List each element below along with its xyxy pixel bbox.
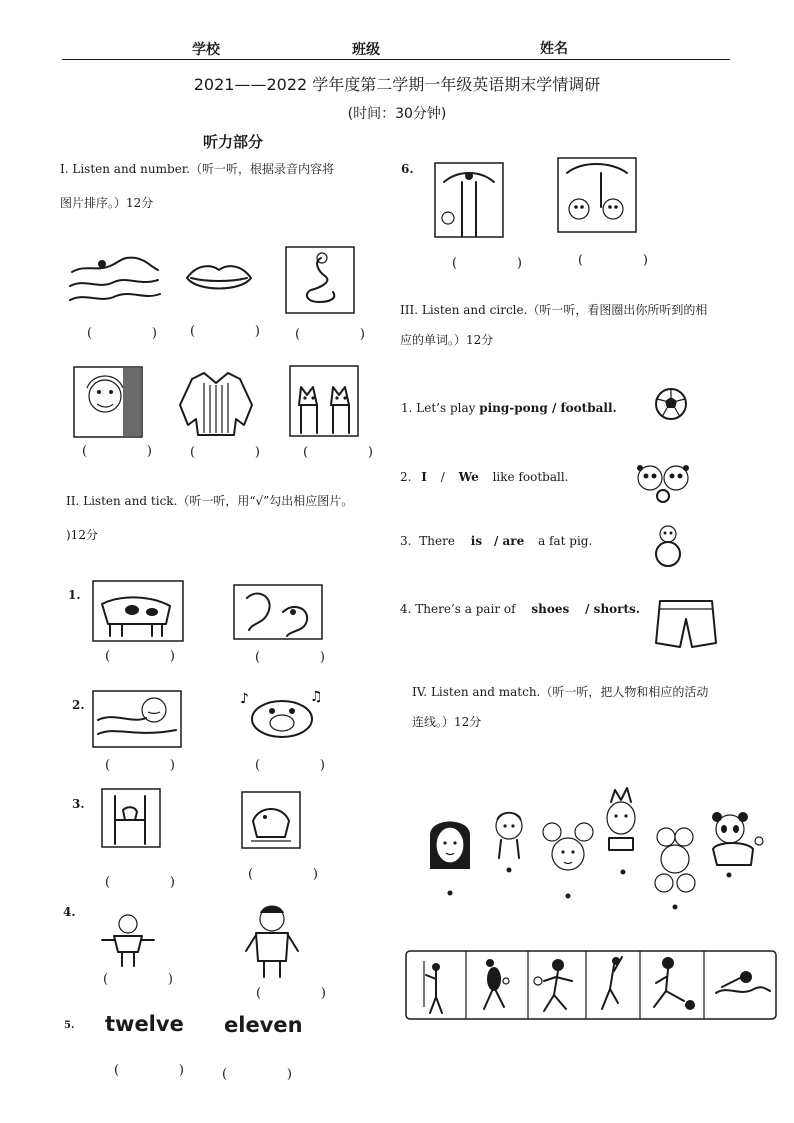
- shirt-picture: [176, 369, 256, 437]
- circle-question-4: 4. There’s a pair of shoes / shorts.: [400, 602, 640, 616]
- question-number: 2.: [72, 698, 85, 712]
- word-eleven: eleven: [224, 1013, 303, 1037]
- exam-title: 2021——2022 学年度第二学期一年级英语期末学情调研: [193, 75, 601, 94]
- question-number: 4.: [63, 905, 76, 919]
- curly-girl-character[interactable]: [538, 818, 598, 900]
- exam-time: (时间：30分钟): [347, 106, 447, 122]
- answer-paren[interactable]: ( ): [87, 326, 157, 341]
- word-twelve: twelve: [105, 1012, 184, 1036]
- answer-paren[interactable]: ( ): [255, 650, 325, 665]
- option-shorts[interactable]: / shorts.: [585, 602, 640, 616]
- option-i[interactable]: I: [421, 470, 427, 484]
- answer-paren[interactable]: ( ): [255, 758, 325, 773]
- cows-picture: [92, 580, 184, 642]
- part2-instruction: II. Listen and tick.（听一听，用“√”勾出相应图片。 )12分: [66, 494, 354, 542]
- boy-character[interactable]: [487, 808, 531, 874]
- poodle-character[interactable]: [652, 825, 698, 911]
- part3-instruction: III. Listen and circle.（听一听，看图圈出你所听到的相 应的单词。）12分: [400, 303, 708, 347]
- fat-pig-picture: [652, 524, 684, 570]
- circle-question-3: 3. There is / are a fat pig.: [400, 534, 593, 548]
- girl-character[interactable]: [422, 815, 478, 897]
- spiky-boy-character[interactable]: [601, 788, 641, 878]
- activity-strip: [404, 947, 778, 1023]
- running-activity-icon[interactable]: [484, 959, 509, 1009]
- dog-on-chair-picture: [101, 788, 161, 848]
- swimming-activity-icon[interactable]: [716, 971, 770, 993]
- question-number: 1.: [68, 588, 81, 602]
- answer-paren[interactable]: ( ): [295, 327, 365, 342]
- monkey-in-tree-picture: [434, 162, 504, 238]
- option-we[interactable]: We: [458, 470, 479, 484]
- dancing-animals-picture: [233, 584, 323, 640]
- mouth-picture: [183, 258, 255, 296]
- shorts-picture: [652, 597, 720, 653]
- pandas-football-picture: [630, 460, 696, 504]
- answer-paren[interactable]: ( ): [105, 649, 175, 664]
- monkeys-under-tree-picture: [557, 157, 637, 233]
- cats-picture: [289, 365, 359, 437]
- answer-paren[interactable]: ( ): [190, 324, 260, 339]
- option-is[interactable]: is: [470, 534, 483, 548]
- swim-picture: [66, 250, 162, 310]
- football-activity-icon[interactable]: [654, 957, 695, 1010]
- answer-paren[interactable]: ( ): [452, 256, 522, 271]
- answer-paren[interactable]: ( ): [256, 986, 326, 1001]
- name-label: 姓名: [540, 41, 568, 57]
- answer-paren[interactable]: ( ): [103, 972, 173, 987]
- option-shoes[interactable]: shoes: [531, 602, 570, 616]
- short-boy-picture: [98, 912, 158, 968]
- swimming-child-picture: [92, 690, 182, 748]
- section-title: 听力部分: [203, 133, 264, 151]
- jumping-activity-icon[interactable]: [602, 957, 622, 1009]
- svg-text:♪: ♪: [240, 691, 249, 707]
- option-are[interactable]: / are: [493, 534, 525, 548]
- answer-paren[interactable]: ( ): [190, 445, 260, 460]
- circle-question-2: 2. I / We like football.: [400, 470, 569, 484]
- answer-paren[interactable]: ( ): [82, 444, 152, 459]
- football-picture: [654, 387, 688, 421]
- singing-frog-picture: [238, 689, 326, 741]
- ball-game-activity-icon[interactable]: [534, 959, 572, 1011]
- answer-paren[interactable]: ( ): [303, 445, 373, 460]
- singing-activity-icon[interactable]: [424, 961, 442, 1013]
- part4-instruction: IV. Listen and match.（听一听，把人物和相应的活动 连线。）12分: [412, 685, 709, 729]
- answer-paren[interactable]: ( ): [105, 758, 175, 773]
- answer-paren[interactable]: ( ): [105, 875, 175, 890]
- answer-paren[interactable]: ( ): [578, 253, 648, 268]
- part1-instruction: I. Listen and number.（听一听，根据录音内容将 图片排序。）12分: [60, 162, 335, 210]
- tall-boy-picture: [242, 903, 302, 979]
- class-label: 班级: [352, 42, 380, 58]
- question-number: 6.: [401, 162, 414, 176]
- snake-picture: [285, 246, 355, 314]
- panda-character[interactable]: [703, 809, 765, 881]
- svg-text:♫: ♫: [310, 689, 323, 705]
- header-rule: [62, 59, 730, 60]
- answer-paren[interactable]: ( ): [222, 1067, 292, 1082]
- answer-paren[interactable]: ( ): [114, 1063, 184, 1078]
- boy-face-picture: [73, 366, 143, 438]
- circle-options[interactable]: ping-pong / football.: [479, 401, 617, 415]
- circle-question-1: 1. Let’s play ping-pong / football.: [401, 401, 617, 415]
- school-label: 学校: [192, 42, 220, 58]
- answer-paren[interactable]: ( ): [248, 867, 318, 882]
- question-number: 5.: [64, 1020, 75, 1031]
- question-number: 3.: [72, 797, 85, 811]
- dog-under-chair-picture: [241, 791, 301, 849]
